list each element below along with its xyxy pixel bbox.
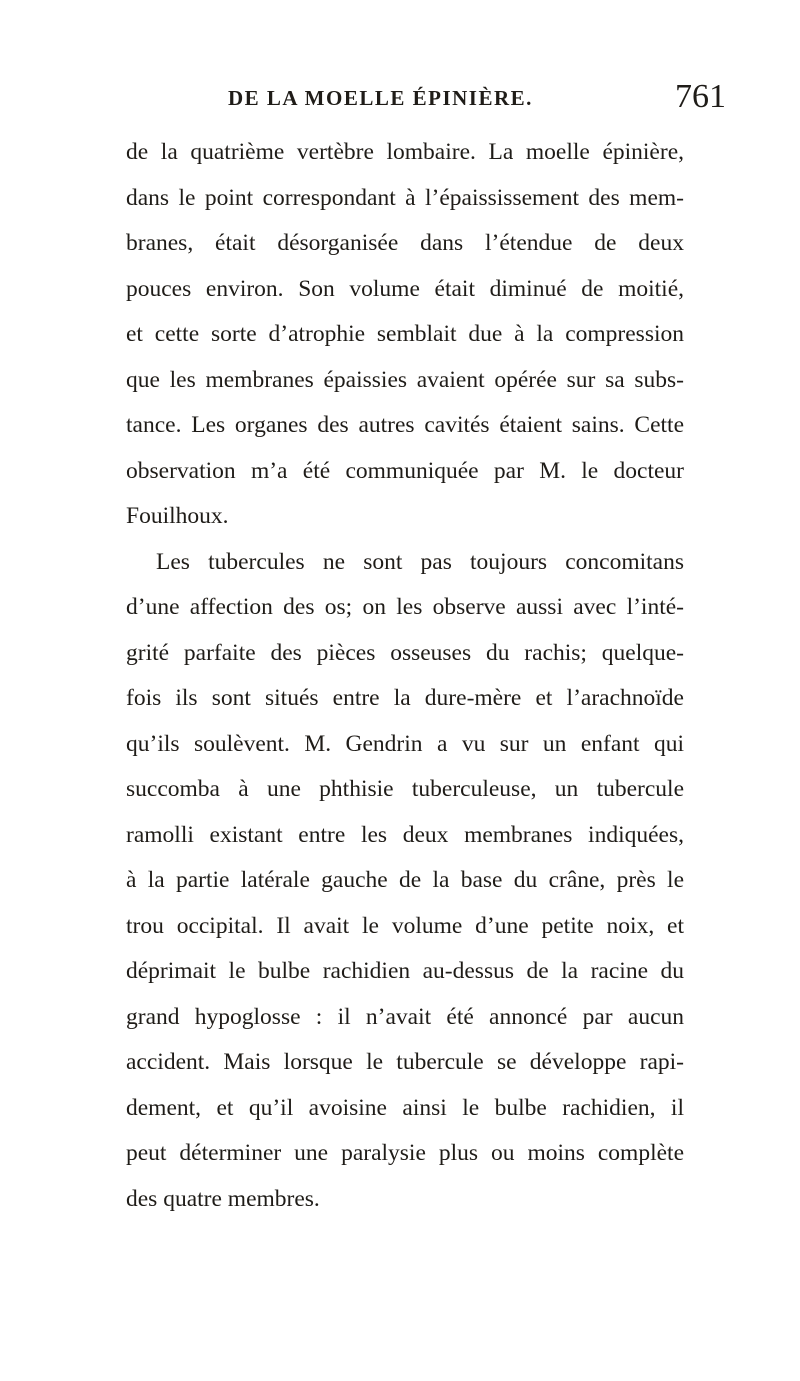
text-line: branes, était désorganisée dans l’étendue de deux bbox=[126, 230, 684, 256]
text-line: d’une affection des os; on les observe aussi avec l’inté- bbox=[126, 594, 684, 620]
text-line: pouces environ. Son volume était diminué de moitié, bbox=[126, 275, 684, 302]
text-line: grand hypoglosse : il n’avait été annoncé par aucun bbox=[126, 1003, 684, 1030]
text-line: dement, et qu’il avoisine ainsi le bulbe rachidien, il bbox=[126, 1094, 684, 1121]
text-line: à la partie latérale gauche de la base du crâne, près le bbox=[126, 867, 684, 893]
running-title: DE LA MOELLE ÉPINIÈRE. bbox=[228, 86, 533, 110]
page-number: 761 bbox=[675, 78, 726, 115]
text-line: fois ils sont situés entre la dure-mère et l’arachnoïde bbox=[126, 685, 684, 711]
body-text bbox=[126, 130, 684, 1222]
text-line: déprimait le bulbe rachidien au-dessus de la racine du bbox=[126, 958, 684, 984]
text-line: trou occipital. Il avait le volume d’une petite noix, et bbox=[126, 912, 684, 939]
text-line: ramolli existant entre les deux membranes indiquées, bbox=[126, 821, 684, 848]
text-line: tance. Les organes des autres cavités étaient sains. Cette bbox=[126, 412, 684, 438]
text-line: Fouilhoux. bbox=[126, 503, 229, 529]
running-head bbox=[0, 78, 800, 122]
text-line: observation m’a été communiquée par M. le docteur bbox=[126, 457, 684, 484]
text-line: qu’ils soulèvent. M. Gendrin a vu sur un enfant qui bbox=[126, 730, 684, 757]
text-line: et cette sorte d’atrophie semblait due à la compression bbox=[126, 321, 684, 347]
text-line: de la quatrième vertèbre lombaire. La moelle épinière, bbox=[126, 139, 684, 165]
text-line: que les membranes épaissies avaient opérée sur sa subs- bbox=[126, 366, 684, 393]
text-line: dans le point correspondant à l’épaississement des mem- bbox=[126, 184, 684, 211]
text-line: grité parfaite des pièces osseuses du rachis; quelque- bbox=[126, 639, 684, 666]
text-line: Les tubercules ne sont pas toujours concomitans bbox=[156, 548, 684, 575]
text-line: accident. Mais lorsque le tubercule se développe rapi- bbox=[126, 1049, 684, 1075]
text-line: succomba à une phthisie tuberculeuse, un tubercule bbox=[126, 776, 684, 802]
text-line: des quatre membres. bbox=[126, 1185, 320, 1212]
text-line: peut déterminer une paralysie plus ou moins complète bbox=[126, 1140, 684, 1166]
